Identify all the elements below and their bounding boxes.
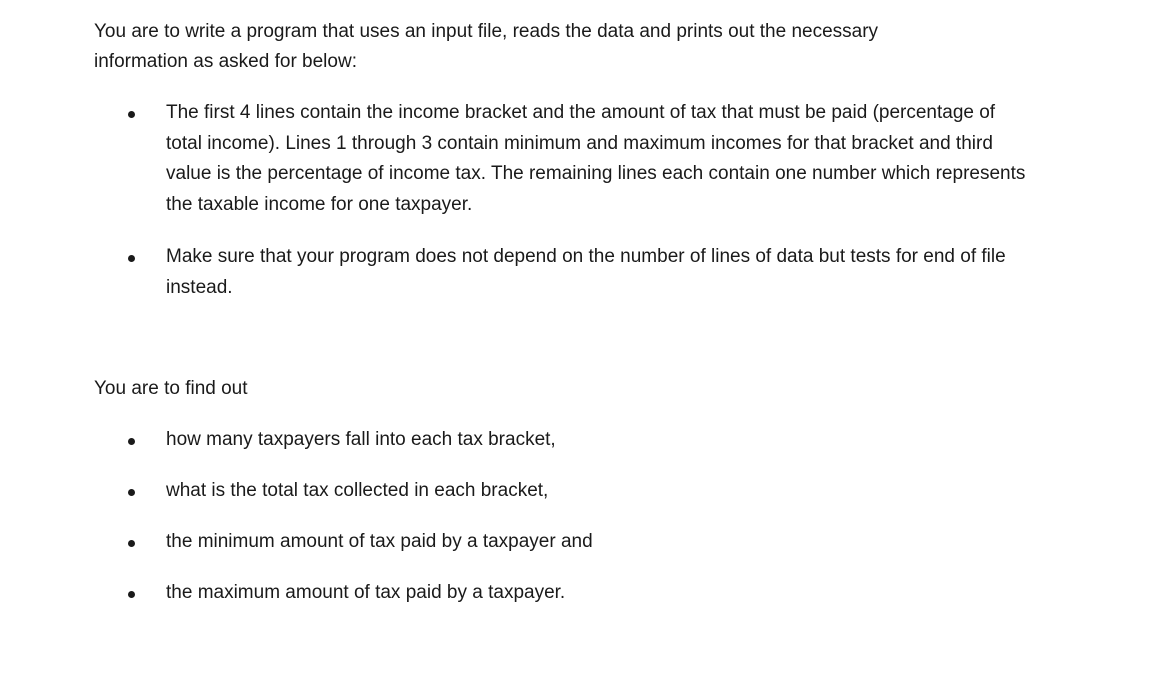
requirement-text: Make sure that your program does not depend on the number of lines of data but tests for end of file instead. xyxy=(166,246,1006,298)
intro-paragraph: You are to write a program that uses an input file, reads the data and prints out the necessary information as asked for below: xyxy=(94,21,879,72)
find-item-text: how many taxpayers fall into each tax bracket, xyxy=(166,429,556,450)
bullet-icon xyxy=(128,438,135,445)
bullet-icon xyxy=(128,111,135,118)
bullet-icon xyxy=(128,489,135,496)
find-item-text: what is the total tax collected in each bracket, xyxy=(166,480,549,501)
find-item-text: the maximum amount of tax paid by a taxpayer. xyxy=(166,582,566,603)
requirement-text: The first 4 lines contain the income bracket and the amount of tax that must be paid (percentage of total income). Lines 1 through 3 contain minimum and maximum incomes for that bracket and third value is the percentage of income tax. The remaining lines each contain one number which represents the taxable income for one taxpayer. xyxy=(166,102,1026,216)
find-out-heading: You are to find out xyxy=(94,378,248,399)
bullet-icon xyxy=(128,540,135,547)
bullet-icon xyxy=(128,255,135,262)
bullet-icon xyxy=(128,591,135,598)
find-item-text: the minimum amount of tax paid by a taxpayer and xyxy=(166,531,593,552)
